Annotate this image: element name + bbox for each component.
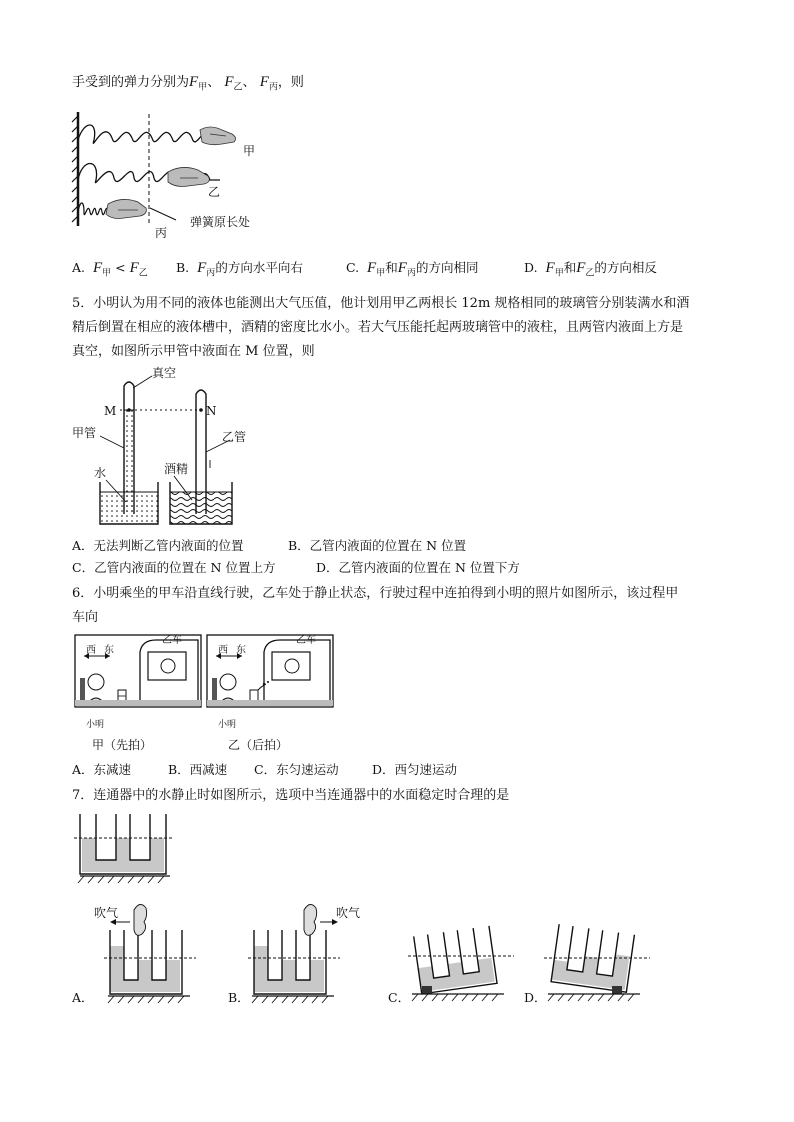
- blow-label-a: 吹气: [94, 906, 119, 920]
- tubes-label-n: N: [206, 404, 217, 418]
- driver-head: [161, 659, 175, 673]
- spring-figure: [70, 108, 300, 243]
- and-word: 和: [385, 260, 398, 275]
- q4-stem-pre: 手受到的弹力分别为: [72, 75, 190, 90]
- option-letter: B.: [176, 260, 190, 275]
- q5-stem-line1: 5．小明认为用不同的液体也能测出大气压值，他计划用甲乙两根长 12m 规格相同的玻璃管分别装满水和酒: [72, 296, 690, 311]
- hand-bing-icon: [106, 199, 146, 218]
- option-text: 的方向相反: [594, 260, 657, 275]
- blow-label-b: 吹气: [336, 906, 361, 920]
- q5-option-a[interactable]: A．无法判断乙管内液面的位置: [72, 538, 244, 553]
- and-word: 和: [563, 260, 577, 275]
- spring-label-bing: 丙: [155, 226, 168, 240]
- relation-sign: <: [115, 260, 126, 275]
- car-window: [272, 652, 310, 680]
- f-symbol: F: [129, 260, 139, 276]
- vessel-main: [74, 810, 174, 886]
- tubes-figure: [70, 364, 250, 534]
- q4-option-d[interactable]: [524, 260, 657, 282]
- spring-label-yi: 乙: [208, 185, 221, 199]
- tubes-label-jia: 甲管: [72, 426, 97, 440]
- photo2-car: 乙车: [296, 635, 316, 646]
- photo1-west: 西: [86, 645, 96, 656]
- q6-option-d[interactable]: D．西匀速运动: [372, 762, 458, 777]
- photo2-east: 东: [236, 645, 246, 656]
- f-symbol: F: [197, 260, 207, 276]
- option-letter: D.: [524, 260, 538, 275]
- f-subscript: 甲: [554, 268, 564, 279]
- alcohol-trough-fill: [170, 492, 232, 524]
- person-head: [220, 674, 236, 690]
- photo1-car: 乙车: [162, 635, 182, 646]
- hand-yi-icon: [168, 167, 209, 186]
- support-block: [422, 986, 432, 994]
- f-subscript: 甲: [376, 268, 386, 279]
- driver-head: [285, 659, 299, 673]
- q7-option-d[interactable]: D．: [524, 990, 547, 1005]
- q6-option-b[interactable]: B．西减速: [168, 762, 228, 777]
- q5-option-b[interactable]: B．乙管内液面的位置在 N 位置: [288, 538, 467, 553]
- tubes-label-m: M: [104, 404, 117, 418]
- support-block: [612, 986, 622, 994]
- option-letter: C.: [346, 260, 360, 275]
- hand-jia-icon: [200, 127, 236, 145]
- f-subscript: 乙: [138, 268, 148, 279]
- vessel-option-c: [404, 916, 524, 1006]
- blow-hand-icon: [304, 904, 317, 935]
- f-subscript: 丙: [206, 268, 216, 279]
- option-text: 的方向相同: [415, 260, 479, 275]
- f-symbol: F: [189, 74, 199, 90]
- q4-stem-post: ，则: [277, 75, 304, 90]
- q7-option-c[interactable]: C．: [388, 990, 411, 1005]
- photo1-east: 东: [104, 645, 114, 656]
- f-symbol: F: [259, 74, 269, 90]
- f-subscript: 丙: [268, 82, 278, 93]
- f-symbol: F: [367, 260, 377, 276]
- f-symbol: F: [224, 74, 234, 90]
- option-letter: A.: [72, 260, 86, 275]
- q5-stem-line2: 精后倒置在相应的液体槽中，酒精的密度比水小。若大气压能托起两玻璃管中的液柱，且两管内液面上方是: [72, 320, 684, 335]
- car-window: [148, 652, 186, 680]
- f-subscript: 乙: [233, 82, 243, 93]
- spring-label-origin: 弹簧原长处: [190, 215, 251, 229]
- q7-stem: 7．连通器中的水静止时如图所示，选项中当连通器中的水面稳定时合理的是: [72, 788, 510, 803]
- tubes-label-water: 水: [94, 466, 107, 480]
- f-symbol: F: [397, 260, 407, 276]
- spring-jia: [78, 125, 210, 143]
- q4-option-a[interactable]: [72, 260, 148, 282]
- f-subscript: 丙: [406, 268, 416, 279]
- photo1-caption: 甲（先拍）: [92, 738, 153, 752]
- q6-option-a[interactable]: A．东减速: [72, 762, 132, 777]
- f-symbol: F: [545, 260, 555, 276]
- q4-sep: 、: [242, 75, 256, 90]
- tubes-label-yi: 乙管: [222, 430, 247, 444]
- f-subscript: 乙: [585, 268, 595, 279]
- car-yi-body: [264, 640, 330, 706]
- tube-jia-water: [125, 410, 133, 514]
- f-symbol: F: [576, 260, 586, 276]
- q4-option-b[interactable]: [176, 260, 303, 282]
- option-text: 的方向水平向右: [215, 260, 303, 275]
- q6-option-c[interactable]: C．东匀速运动: [254, 762, 339, 777]
- f-subscript: 甲: [102, 268, 112, 279]
- q6-stem-line2: 车向: [72, 610, 99, 625]
- q4-sep: 、: [207, 75, 221, 90]
- vessel-option-d: [540, 916, 660, 1006]
- q4-option-c[interactable]: [346, 260, 478, 282]
- photo2-caption: 乙（后拍）: [228, 738, 289, 752]
- q7-option-a[interactable]: A．: [72, 990, 94, 1005]
- photo2-person: 小明: [218, 720, 237, 730]
- f-symbol: F: [92, 260, 103, 276]
- photo1-person: 小明: [86, 720, 105, 730]
- origin-pointer: [150, 208, 176, 220]
- q4-stem: [72, 74, 304, 96]
- q7-option-b[interactable]: B．: [228, 990, 250, 1005]
- q5-option-d[interactable]: D．乙管内液面的位置在 N 位置下方: [316, 560, 520, 575]
- f-subscript: 甲: [198, 82, 208, 93]
- tubes-label-vacuum: 真空: [152, 366, 177, 380]
- spring-label-jia: 甲: [243, 144, 256, 158]
- tubes-label-alcohol: 酒精: [164, 462, 189, 476]
- q6-stem-line1: 6．小明乘坐的甲车沿直线行驶，乙车处于静止状态，行驶过程中连拍得到小明的照片如图所示，该过程甲: [72, 586, 679, 601]
- photo2-west: 西: [218, 645, 228, 656]
- person-head: [88, 674, 104, 690]
- blow-hand-icon: [134, 904, 147, 935]
- q5-option-c[interactable]: C．乙管内液面的位置在 N 位置上方: [72, 560, 276, 575]
- q5-stem-line3: 真空，如图所示甲管中液面在 M 位置，则: [72, 344, 315, 359]
